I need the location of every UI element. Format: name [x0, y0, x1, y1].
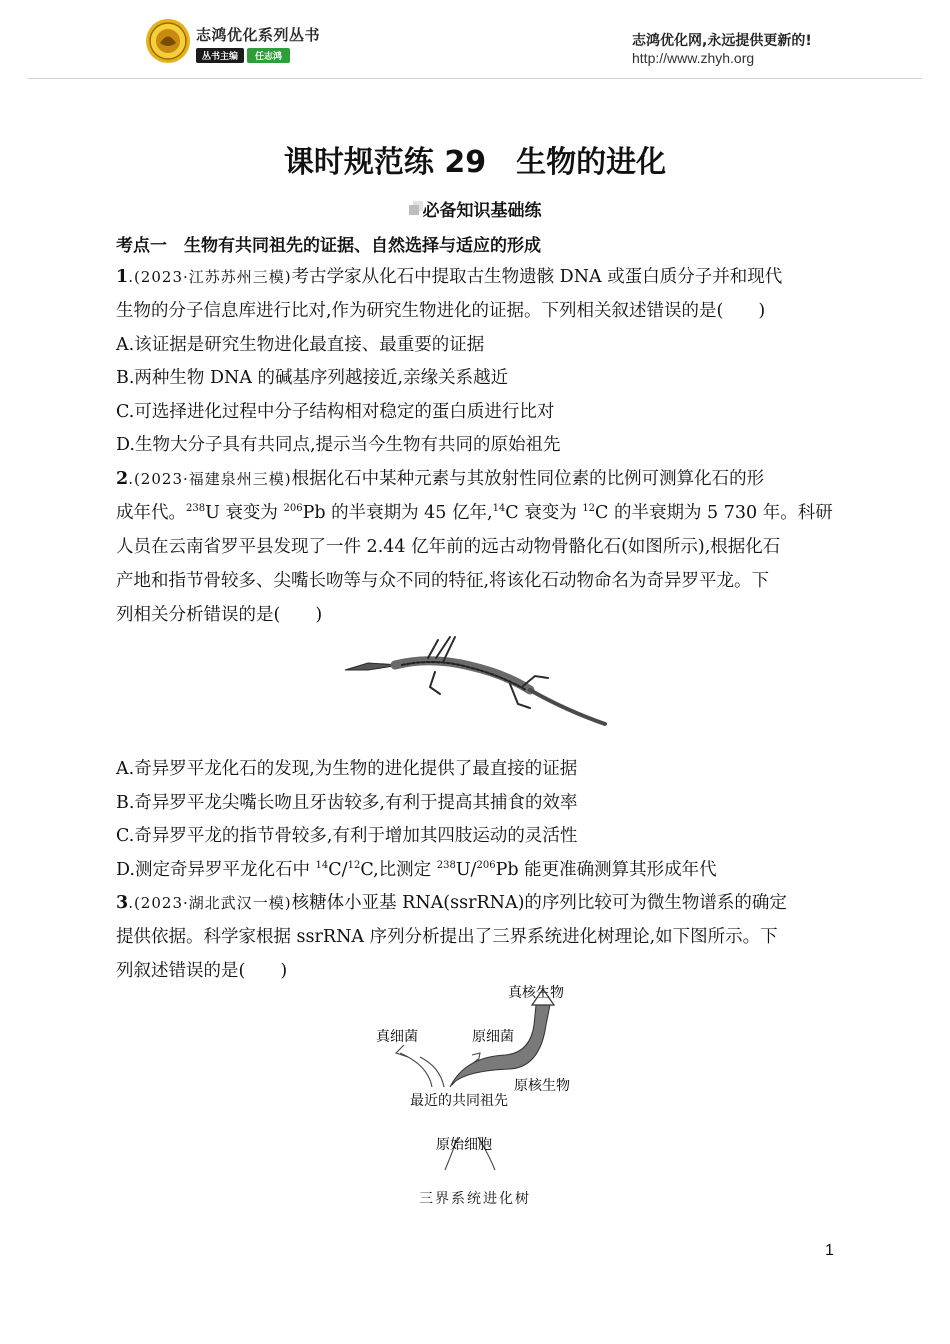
- tree-label-primitive-cell: 原始细胞: [436, 1137, 492, 1153]
- q1-option-b: B.两种生物 DNA 的碱基序列越接近,亲缘关系越近: [116, 368, 509, 388]
- q2-text-seg: C 的半衰期为 5 730 年。科研: [595, 503, 833, 523]
- q2-optd-sup: 238: [436, 860, 456, 871]
- q2-stem-line-4: 产地和指节骨较多、尖嘴长吻等与众不同的特征,将该化石动物命名为奇异罗平龙。下: [116, 571, 770, 591]
- q2-stem-line-3: 人员在云南省罗平县发现了一件 2.44 亿年前的远古动物骨骼化石(如图所示),根据化石: [116, 537, 781, 557]
- q2-option-b: B.奇异罗平龙尖嘴长吻且牙齿较多,有利于提高其捕食的效率: [116, 793, 578, 813]
- q3-stem-text: 核糖体小亚基 RNA(ssrRNA)的序列比较可为微生物谱系的确定: [291, 893, 787, 913]
- brand-subtitle: [196, 48, 290, 63]
- tree-branch-eubacteria: [400, 1053, 432, 1087]
- tree-caption: 三界系统进化树: [419, 1191, 531, 1207]
- section-label-text: 必备知识基础练: [422, 201, 542, 221]
- tree-arrow-eubacteria: [396, 1045, 408, 1057]
- q2-stem-line-5: 列相关分析错误的是( ): [116, 605, 323, 625]
- q2-stem-text: 根据化石中某种元素与其放射性同位素的比例可测算化石的形: [291, 469, 765, 489]
- q1-stem-text: 考古学家从化石中提取古生物遗骸 DNA 或蛋白质分子并和现代: [291, 267, 783, 287]
- q2-text-seg: Pb 的半衰期为 45 亿年,: [302, 503, 493, 523]
- q2-option-a: A.奇异罗平龙化石的发现,为生物的进化提供了最直接的证据: [116, 759, 578, 779]
- q2-optd-sup: 206: [476, 860, 496, 871]
- q2-option-d: [116, 856, 717, 881]
- q2-stem-line-2: [116, 499, 833, 524]
- q2-number: 2: [116, 469, 129, 489]
- q1-option-c: C.可选择进化过程中分子结构相对稳定的蛋白质进行比对: [116, 402, 555, 422]
- q3-source: .(2023·湖北武汉一模): [128, 894, 292, 912]
- tree-label-eubacteria: 真细菌: [376, 1029, 418, 1045]
- q1-source: .(2023·江苏苏州三模): [128, 268, 292, 286]
- q2-optd-sup: 14: [315, 860, 329, 871]
- fossil-image: [340, 632, 610, 730]
- q2-sup-14: 14: [492, 503, 506, 514]
- q3-stem-line-1: [116, 889, 787, 914]
- q2-option-c: C.奇异罗平龙的指节骨较多,有利于增加其四肢运动的灵活性: [116, 826, 578, 846]
- q1-stem-line-2: 生物的分子信息库进行比对,作为研究生物进化的证据。下列相关叙述错误的是( ): [116, 301, 766, 321]
- tree-label-prokaryote: 原核生物: [514, 1078, 570, 1094]
- brand-logo-seal: [145, 18, 191, 64]
- topic-heading: 考点一 生物有共同祖先的证据、自然选择与适应的形成: [116, 236, 541, 256]
- brand-name: 志鸿优化系列丛书: [196, 26, 321, 44]
- section-label: [0, 196, 950, 221]
- header-url-link[interactable]: http://www.zhyh.org: [632, 50, 755, 66]
- q2-optd-seg: D.测定奇异罗平龙化石中: [116, 860, 316, 880]
- q2-text-seg: U 衰变为: [205, 503, 284, 523]
- q1-stem-line-1: [116, 263, 782, 288]
- q2-optd-seg: Pb 能更准确测算其形成年代: [495, 860, 717, 880]
- tree-label-eukaryote: 真核生物: [508, 985, 564, 1001]
- q2-optd-seg: C,比测定: [360, 860, 437, 880]
- brand-editor-label: 丛书主编: [196, 48, 244, 63]
- q2-stem-line-1: [116, 465, 764, 490]
- tree-band-eukaryote: [450, 1005, 550, 1087]
- page-number: 1: [825, 1242, 834, 1259]
- q1-option-a: A.该证据是研究生物进化最直接、最重要的证据: [116, 335, 485, 355]
- q2-sup-12: 12: [582, 503, 596, 514]
- q3-number: 3: [116, 893, 129, 913]
- q1-option-d: D.生物大分子具有共同点,提示当今生物有共同的原始祖先: [116, 435, 561, 455]
- header-slogan: 志鸿优化网,永远提供更新的!: [632, 33, 812, 49]
- q2-optd-seg: C/: [328, 860, 348, 880]
- tree-branch-eubacteria-inner: [420, 1057, 444, 1087]
- q2-source: .(2023·福建泉州三模): [128, 470, 292, 488]
- tree-label-lca: 最近的共同祖先: [410, 1093, 508, 1109]
- tree-label-archaea: 原细菌: [472, 1029, 514, 1045]
- section-square-icon: [409, 205, 419, 215]
- q2-sup-238: 238: [186, 503, 206, 514]
- q2-text-seg: C 衰变为: [505, 503, 583, 523]
- brand-editor-name: 任志鸿: [247, 48, 290, 63]
- q1-number: 1: [116, 267, 129, 287]
- q2-text-seg: 成年代。: [116, 503, 186, 523]
- q2-sup-206: 206: [283, 503, 303, 514]
- header-divider: [28, 78, 922, 79]
- q2-optd-sup: 12: [347, 860, 361, 871]
- q2-optd-seg: U/: [455, 860, 477, 880]
- q3-stem-line-3: 列叙述错误的是( ): [116, 961, 288, 981]
- q3-stem-line-2: 提供依据。科学家根据 ssrRNA 序列分析提出了三界系统进化树理论,如下图所示。下: [116, 927, 778, 947]
- phylogenetic-tree-diagram: [360, 975, 600, 1180]
- page-title: 课时规范练 29 生物的进化: [283, 145, 667, 180]
